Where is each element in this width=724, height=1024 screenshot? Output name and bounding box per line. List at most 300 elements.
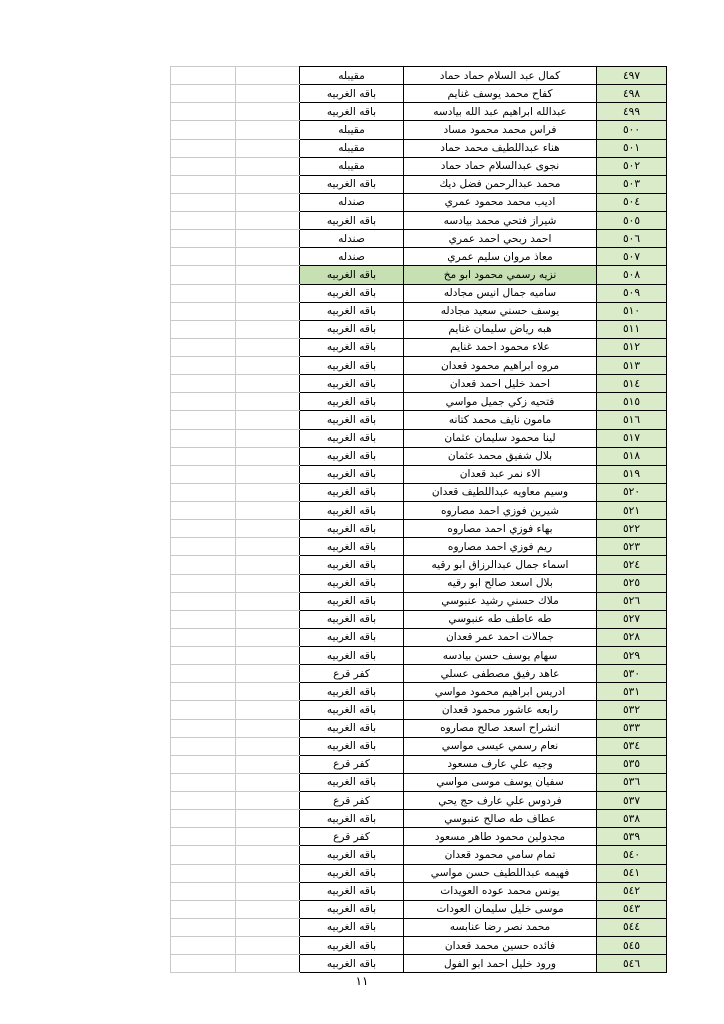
serial-number-cell: ٥٣٩ [597, 828, 667, 846]
serial-number-cell: ٥١٦ [597, 411, 667, 429]
table-row [171, 193, 667, 211]
empty-cell [171, 574, 236, 592]
town-cell: باقه الغربيه [300, 810, 404, 828]
town-cell: باقه الغربيه [300, 266, 404, 284]
table-row [171, 719, 667, 737]
empty-cell [171, 846, 236, 864]
town-cell: باقه الغربيه [300, 483, 404, 501]
table-row [171, 918, 667, 936]
town-cell: باقه الغربيه [300, 302, 404, 320]
table-row [171, 665, 667, 683]
empty-cell [236, 375, 300, 393]
empty-cell [236, 520, 300, 538]
serial-number-cell: ٥٠٢ [597, 157, 667, 175]
empty-cell [236, 429, 300, 447]
serial-number-cell: ٥٣٥ [597, 755, 667, 773]
empty-cell [171, 610, 236, 628]
empty-cell [171, 85, 236, 103]
serial-number-cell: ٥١١ [597, 320, 667, 338]
empty-cell [236, 610, 300, 628]
serial-number-cell: ٥٠٦ [597, 230, 667, 248]
name-cell: اسماء جمال عبدالرزاق ابو رقيه [404, 556, 597, 574]
serial-number-cell: ٥١٣ [597, 357, 667, 375]
empty-cell [171, 556, 236, 574]
roster-table [170, 66, 667, 973]
name-cell: فتحيه زكي جميل مواسي [404, 393, 597, 411]
table-row [171, 320, 667, 338]
town-cell: باقه الغربيه [300, 701, 404, 719]
town-cell: باقه الغربيه [300, 610, 404, 628]
empty-cell [171, 447, 236, 465]
name-cell: مامون نايف محمد كتانه [404, 411, 597, 429]
table-row [171, 792, 667, 810]
serial-number-cell: ٥٤٠ [597, 846, 667, 864]
table-row [171, 483, 667, 501]
serial-number-cell: ٥١٥ [597, 393, 667, 411]
serial-number-cell: ٥١٠ [597, 302, 667, 320]
serial-number-cell: ٥٠٥ [597, 212, 667, 230]
town-cell: باقه الغربيه [300, 175, 404, 193]
table-row [171, 647, 667, 665]
empty-cell [236, 175, 300, 193]
name-cell: علاء محمود احمد غنايم [404, 338, 597, 356]
empty-cell [171, 864, 236, 882]
town-cell: باقه الغربيه [300, 918, 404, 936]
empty-cell [236, 266, 300, 284]
empty-cell [171, 375, 236, 393]
name-cell: عبدالله ابراهيم عبد الله بيادسه [404, 103, 597, 121]
serial-number-cell: ٥٢٠ [597, 483, 667, 501]
name-cell: نجوى عبدالسلام حماد حماد [404, 157, 597, 175]
table-row [171, 157, 667, 175]
empty-cell [236, 683, 300, 701]
empty-cell [171, 357, 236, 375]
table-row [171, 502, 667, 520]
table-row [171, 465, 667, 483]
town-cell: مقيبله [300, 121, 404, 139]
name-cell: اديب محمد محمود عمري [404, 193, 597, 211]
empty-cell [171, 701, 236, 719]
town-cell: باقه الغربيه [300, 592, 404, 610]
empty-cell [236, 338, 300, 356]
empty-cell [171, 755, 236, 773]
town-cell: باقه الغربيه [300, 357, 404, 375]
serial-number-cell: ٥٣٤ [597, 737, 667, 755]
name-cell: شيرين فوزي احمد مصاروه [404, 502, 597, 520]
name-cell: الاء نمر عبد قعدان [404, 465, 597, 483]
serial-number-cell: ٥٣٨ [597, 810, 667, 828]
name-cell: نزيه رسمي محمود ابو مخ [404, 266, 597, 284]
table-row [171, 393, 667, 411]
serial-number-cell: ٥٠٧ [597, 248, 667, 266]
empty-cell [236, 882, 300, 900]
name-cell: فهيمه عبداللطيف حسن مواسي [404, 864, 597, 882]
empty-cell [171, 248, 236, 266]
empty-cell [236, 937, 300, 955]
empty-cell [171, 465, 236, 483]
empty-cell [236, 719, 300, 737]
empty-cell [236, 357, 300, 375]
name-cell: فردوس علي عارف حج يحي [404, 792, 597, 810]
empty-cell [236, 302, 300, 320]
empty-cell [236, 411, 300, 429]
empty-cell [171, 647, 236, 665]
empty-cell [236, 592, 300, 610]
empty-cell [171, 175, 236, 193]
empty-cell [171, 266, 236, 284]
empty-cell [236, 212, 300, 230]
empty-cell [171, 393, 236, 411]
empty-cell [171, 193, 236, 211]
table-row [171, 85, 667, 103]
table-row [171, 429, 667, 447]
town-cell: باقه الغربيه [300, 737, 404, 755]
table-row [171, 338, 667, 356]
empty-cell [236, 846, 300, 864]
name-cell: احمد ربحي احمد عمري [404, 230, 597, 248]
serial-number-cell: ٥٠٨ [597, 266, 667, 284]
town-cell: باقه الغربيه [300, 465, 404, 483]
table-row [171, 230, 667, 248]
serial-number-cell: ٥٢٣ [597, 538, 667, 556]
town-cell: باقه الغربيه [300, 103, 404, 121]
empty-cell [171, 828, 236, 846]
table-row [171, 773, 667, 791]
serial-number-cell: ٥٤٦ [597, 955, 667, 973]
serial-number-cell: ٥٣٦ [597, 773, 667, 791]
empty-cell [171, 592, 236, 610]
empty-cell [171, 320, 236, 338]
name-cell: ريم فوزي احمد مصاروه [404, 538, 597, 556]
empty-cell [171, 683, 236, 701]
empty-cell [236, 139, 300, 157]
serial-number-cell: ٥٠٠ [597, 121, 667, 139]
table-row [171, 520, 667, 538]
name-cell: فراس محمد محمود مساد [404, 121, 597, 139]
name-cell: نعام رسمي عيسى مواسي [404, 737, 597, 755]
table-row [171, 900, 667, 918]
name-cell: بلال اسعد صالح ابو رقيه [404, 574, 597, 592]
empty-cell [171, 918, 236, 936]
serial-number-cell: ٥٠٣ [597, 175, 667, 193]
serial-number-cell: ٤٩٩ [597, 103, 667, 121]
empty-cell [236, 792, 300, 810]
empty-cell [171, 719, 236, 737]
name-cell: محمد عبدالرحمن فضل ديك [404, 175, 597, 193]
serial-number-cell: ٥٢٥ [597, 574, 667, 592]
empty-cell [171, 900, 236, 918]
name-cell: فائده حسين محمد قعدان [404, 937, 597, 955]
town-cell: باقه الغربيه [300, 85, 404, 103]
name-cell: جمالات احمد عمر قعدان [404, 628, 597, 646]
serial-number-cell: ٥٤٢ [597, 882, 667, 900]
name-cell: طه عاطف طه عنبوسي [404, 610, 597, 628]
town-cell: باقه الغربيه [300, 647, 404, 665]
empty-cell [171, 937, 236, 955]
table-row [171, 737, 667, 755]
name-cell: سفيان يوسف موسى مواسي [404, 773, 597, 791]
empty-cell [171, 502, 236, 520]
empty-cell [236, 918, 300, 936]
town-cell: باقه الغربيه [300, 393, 404, 411]
table-row [171, 103, 667, 121]
empty-cell [171, 230, 236, 248]
serial-number-cell: ٥٢٨ [597, 628, 667, 646]
table-row [171, 610, 667, 628]
name-cell: عطاف طه صالح عنبوسي [404, 810, 597, 828]
name-cell: بهاء فوزي احمد مصاروه [404, 520, 597, 538]
town-cell: باقه الغربيه [300, 937, 404, 955]
table-row [171, 574, 667, 592]
town-cell: صندله [300, 193, 404, 211]
empty-cell [171, 284, 236, 302]
empty-cell [236, 67, 300, 85]
empty-cell [236, 121, 300, 139]
serial-number-cell: ٥١٢ [597, 338, 667, 356]
serial-number-cell: ٥٣١ [597, 683, 667, 701]
empty-cell [236, 103, 300, 121]
town-cell: مقيبله [300, 139, 404, 157]
table-row [171, 375, 667, 393]
empty-cell [236, 157, 300, 175]
table-row [171, 937, 667, 955]
empty-cell [236, 628, 300, 646]
serial-number-cell: ٥٢١ [597, 502, 667, 520]
table-row [171, 882, 667, 900]
serial-number-cell: ٥٢٤ [597, 556, 667, 574]
town-cell: باقه الغربيه [300, 574, 404, 592]
serial-number-cell: ٥٠٤ [597, 193, 667, 211]
empty-cell [236, 828, 300, 846]
empty-cell [236, 230, 300, 248]
serial-number-cell: ٥٠١ [597, 139, 667, 157]
table-row [171, 556, 667, 574]
town-cell: باقه الغربيه [300, 502, 404, 520]
empty-cell [236, 284, 300, 302]
name-cell: مروه ابراهيم محمود قعدان [404, 357, 597, 375]
name-cell: رابعه عاشور محمود قعدان [404, 701, 597, 719]
table-row [171, 846, 667, 864]
empty-cell [171, 628, 236, 646]
table-row [171, 701, 667, 719]
empty-cell [171, 665, 236, 683]
town-cell: باقه الغربيه [300, 556, 404, 574]
empty-cell [236, 556, 300, 574]
town-cell: كفر قرع [300, 828, 404, 846]
name-cell: لينا محمود سليمان عثمان [404, 429, 597, 447]
serial-number-cell: ٥٤٥ [597, 937, 667, 955]
serial-number-cell: ٥٤٤ [597, 918, 667, 936]
table-row [171, 955, 667, 973]
table-row [171, 755, 667, 773]
serial-number-cell: ٥٣٢ [597, 701, 667, 719]
name-cell: مجدولين محمود طاهر مسعود [404, 828, 597, 846]
town-cell: باقه الغربيه [300, 284, 404, 302]
table-row [171, 121, 667, 139]
town-cell: مقيبله [300, 157, 404, 175]
name-cell: ادريس ابراهيم محمود مواسي [404, 683, 597, 701]
town-cell: باقه الغربيه [300, 411, 404, 429]
serial-number-cell: ٥٣٠ [597, 665, 667, 683]
table-row [171, 810, 667, 828]
name-cell: كمال عبد السلام حماد حماد [404, 67, 597, 85]
empty-cell [171, 955, 236, 973]
empty-cell [171, 520, 236, 538]
town-cell: باقه الغربيه [300, 375, 404, 393]
serial-number-cell: ٥٢٢ [597, 520, 667, 538]
roster-body [171, 67, 667, 973]
town-cell: صندله [300, 230, 404, 248]
empty-cell [236, 810, 300, 828]
town-cell: باقه الغربيه [300, 320, 404, 338]
name-cell: ملاك حسني رشيد عنبوسي [404, 592, 597, 610]
empty-cell [171, 411, 236, 429]
empty-cell [171, 338, 236, 356]
empty-cell [171, 103, 236, 121]
serial-number-cell: ٥٢٦ [597, 592, 667, 610]
serial-number-cell: ٥٣٧ [597, 792, 667, 810]
name-cell: ورود خليل احمد ابو الفول [404, 955, 597, 973]
name-cell: عاهد رفيق مصطفى عسلي [404, 665, 597, 683]
empty-cell [171, 139, 236, 157]
name-cell: معاذ مروان سليم عمري [404, 248, 597, 266]
town-cell: كفر قرع [300, 755, 404, 773]
table-row [171, 139, 667, 157]
empty-cell [236, 465, 300, 483]
table-row [171, 447, 667, 465]
empty-cell [171, 67, 236, 85]
empty-cell [171, 121, 236, 139]
empty-cell [171, 483, 236, 501]
name-cell: هناء عبداللطيف محمد حماد [404, 139, 597, 157]
table-row [171, 592, 667, 610]
name-cell: بلال شفيق محمد عثمان [404, 447, 597, 465]
serial-number-cell: ٥٤٣ [597, 900, 667, 918]
town-cell: باقه الغربيه [300, 900, 404, 918]
town-cell: باقه الغربيه [300, 429, 404, 447]
town-cell: باقه الغربيه [300, 773, 404, 791]
empty-cell [236, 85, 300, 103]
empty-cell [236, 193, 300, 211]
table-row [171, 683, 667, 701]
serial-number-cell: ٥٤١ [597, 864, 667, 882]
serial-number-cell: ٤٩٨ [597, 85, 667, 103]
empty-cell [236, 665, 300, 683]
table-row [171, 411, 667, 429]
serial-number-cell: ٥٢٧ [597, 610, 667, 628]
empty-cell [236, 538, 300, 556]
table-row [171, 284, 667, 302]
name-cell: يوسف حسني سعيد مجادله [404, 302, 597, 320]
name-cell: انشراح اسعد صالح مصاروه [404, 719, 597, 737]
table-row [171, 628, 667, 646]
town-cell: باقه الغربيه [300, 338, 404, 356]
empty-cell [171, 737, 236, 755]
town-cell: باقه الغربيه [300, 846, 404, 864]
empty-cell [171, 773, 236, 791]
table-row [171, 248, 667, 266]
empty-cell [236, 737, 300, 755]
table-row [171, 538, 667, 556]
serial-number-cell: ٥٠٩ [597, 284, 667, 302]
empty-cell [236, 900, 300, 918]
town-cell: صندله [300, 248, 404, 266]
empty-cell [171, 810, 236, 828]
name-cell: سهام يوسف حسن بيادسه [404, 647, 597, 665]
empty-cell [236, 574, 300, 592]
empty-cell [236, 647, 300, 665]
empty-cell [236, 248, 300, 266]
town-cell: باقه الغربيه [300, 683, 404, 701]
name-cell: ساميه جمال انيس مجادله [404, 284, 597, 302]
town-cell: باقه الغربيه [300, 212, 404, 230]
name-cell: احمد خليل احمد قعدان [404, 375, 597, 393]
town-cell: باقه الغربيه [300, 955, 404, 973]
town-cell: كفر قرع [300, 792, 404, 810]
empty-cell [236, 447, 300, 465]
town-cell: باقه الغربيه [300, 864, 404, 882]
name-cell: شيراز فتحي محمد بيادسه [404, 212, 597, 230]
town-cell: باقه الغربيه [300, 520, 404, 538]
town-cell: كفر قرع [300, 665, 404, 683]
table-row [171, 357, 667, 375]
empty-cell [171, 429, 236, 447]
name-cell: يونس محمد عوده العويدات [404, 882, 597, 900]
name-cell: محمد نصر رضا عنابسه [404, 918, 597, 936]
name-cell: وسيم معاويه عبداللطيف قعدان [404, 483, 597, 501]
empty-cell [171, 882, 236, 900]
serial-number-cell: ٥١٨ [597, 447, 667, 465]
empty-cell [236, 701, 300, 719]
table-row [171, 67, 667, 85]
town-cell: باقه الغربيه [300, 447, 404, 465]
empty-cell [236, 864, 300, 882]
name-cell: وجيه علي عارف مسعود [404, 755, 597, 773]
table-row [171, 302, 667, 320]
name-cell: كفاح محمد يوسف غنايم [404, 85, 597, 103]
serial-number-cell: ٥١٧ [597, 429, 667, 447]
serial-number-cell: ٥١٩ [597, 465, 667, 483]
empty-cell [236, 393, 300, 411]
serial-number-cell: ٥٣٣ [597, 719, 667, 737]
table-row [171, 175, 667, 193]
empty-cell [171, 212, 236, 230]
table-row [171, 266, 667, 284]
table-row [171, 864, 667, 882]
town-cell: باقه الغربيه [300, 538, 404, 556]
page-number: ١١ [355, 974, 369, 988]
empty-cell [236, 955, 300, 973]
empty-cell [236, 502, 300, 520]
empty-cell [171, 792, 236, 810]
town-cell: باقه الغربيه [300, 719, 404, 737]
empty-cell [236, 773, 300, 791]
empty-cell [236, 320, 300, 338]
empty-cell [171, 302, 236, 320]
name-cell: هبه رياض سليمان غنايم [404, 320, 597, 338]
empty-cell [236, 483, 300, 501]
empty-cell [236, 755, 300, 773]
town-cell: مقيبله [300, 67, 404, 85]
town-cell: باقه الغربيه [300, 882, 404, 900]
empty-cell [171, 157, 236, 175]
serial-number-cell: ٥١٤ [597, 375, 667, 393]
town-cell: باقه الغربيه [300, 628, 404, 646]
serial-number-cell: ٥٢٩ [597, 647, 667, 665]
name-cell: موسى خليل سليمان العودات [404, 900, 597, 918]
empty-cell [171, 538, 236, 556]
serial-number-cell: ٤٩٧ [597, 67, 667, 85]
